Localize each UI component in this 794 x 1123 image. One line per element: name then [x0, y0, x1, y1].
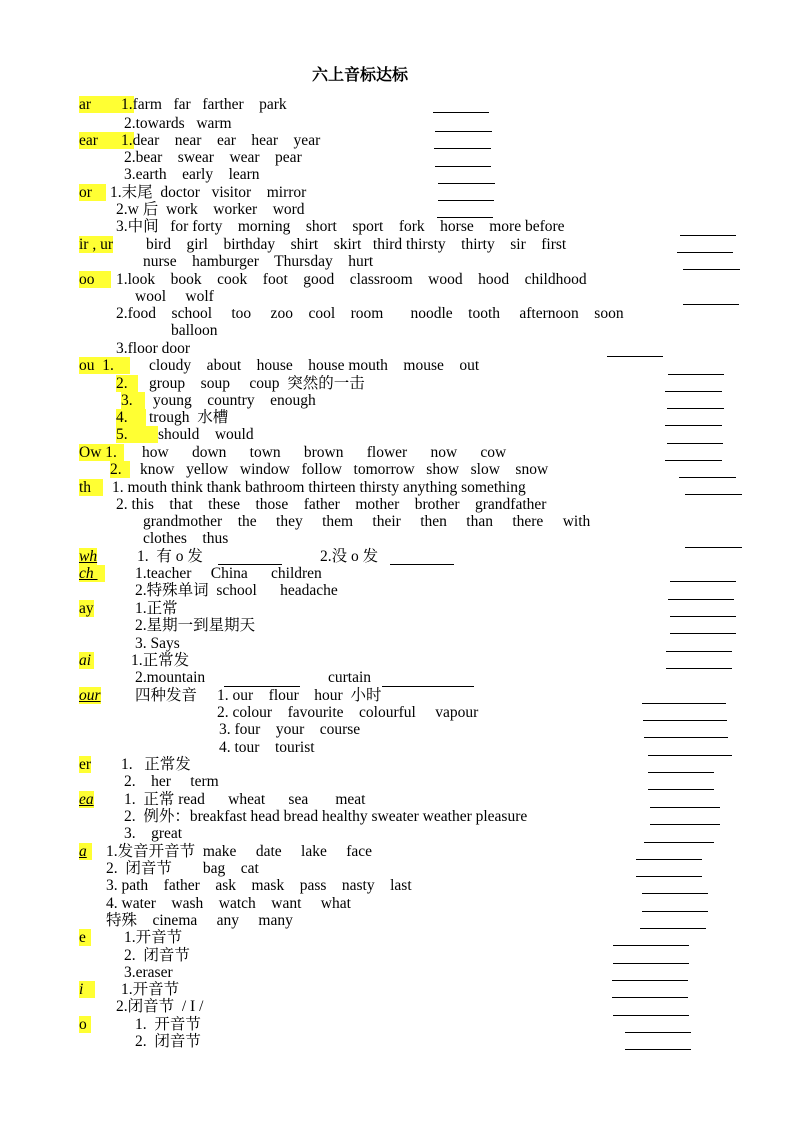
answer-blank[interactable] — [644, 737, 728, 738]
ow-line-1: how down town brown flower now cow — [142, 444, 507, 461]
label-th: th — [79, 479, 103, 496]
th-line-1: 1. mouth think thank bathroom thirteen thirsty anything something — [112, 479, 526, 496]
answer-blank[interactable] — [437, 217, 493, 218]
answer-blank[interactable] — [670, 581, 736, 582]
label-wh: wh — [79, 548, 98, 565]
answer-blank[interactable] — [607, 356, 663, 357]
label-ay: ay — [79, 600, 94, 617]
label-or: or — [79, 184, 106, 201]
label-o: o — [79, 1016, 91, 1033]
answer-blank[interactable] — [636, 876, 702, 877]
answer-blank[interactable] — [667, 443, 723, 444]
er-line-2: 2. her term — [124, 773, 219, 790]
label-er: er — [79, 756, 92, 773]
oo-line-1b: wool wolf — [135, 288, 214, 305]
i-line-1: 1.开音节 — [121, 981, 180, 998]
o-line-1: 1. 开音节 — [135, 1016, 201, 1033]
answer-blank[interactable] — [679, 477, 736, 478]
o-line-2: 2. 闭音节 — [135, 1033, 201, 1050]
answer-blank[interactable] — [670, 616, 736, 617]
answer-blank[interactable] — [438, 183, 495, 184]
answer-blank[interactable] — [625, 1032, 691, 1033]
ear-line-2: 2.bear swear wear pear — [124, 149, 302, 166]
label-ow: Ow 1. — [79, 444, 124, 461]
ir-line-1: bird girl birthday shirt skirt third thirsty thirty sir first — [146, 236, 567, 253]
ear-line-3: 3.earth early learn — [124, 166, 260, 183]
or-line-2: 2.w 后 work worker word — [116, 201, 305, 218]
ir-line-2: nurse hamburger Thursday hurt — [143, 253, 374, 270]
answer-blank[interactable] — [613, 963, 689, 964]
our-line-3: 3. four your course — [219, 721, 361, 738]
i-line-2: 2.闭音节 / I / — [116, 998, 204, 1015]
answer-blank[interactable] — [636, 859, 702, 860]
answer-blank[interactable] — [644, 842, 714, 843]
ou-line-3: young country enough — [153, 392, 316, 409]
answer-blank[interactable] — [665, 460, 722, 461]
label-our: our — [79, 687, 101, 704]
ch-line-2: 2.特殊单词 school headache — [135, 582, 338, 599]
ow-num-2: 2. — [110, 461, 130, 478]
label-ear: ear — [79, 132, 134, 149]
label-i: i — [79, 981, 95, 998]
answer-blank[interactable] — [613, 945, 689, 946]
label-ar: ar — [79, 96, 134, 113]
answer-blank[interactable] — [680, 235, 736, 236]
label-a: a — [79, 843, 92, 860]
answer-blank[interactable] — [683, 269, 740, 270]
ou-num-3: 3. — [121, 392, 145, 409]
ai-line-2b: curtain — [328, 669, 372, 686]
wh-line-2: 2.没 o 发 — [320, 548, 379, 565]
ea-line-1: 1. 正常 read wheat sea meat — [124, 791, 366, 808]
ai-line-1: 1.正常发 — [131, 652, 190, 669]
ea-line-2: 2. 例外：breakfast head bread healthy sweater weather pleasure — [124, 808, 528, 825]
answer-blank[interactable] — [438, 200, 494, 201]
our-line-4: 4. tour tourist — [219, 739, 315, 756]
label-ir-ur: ir , ur — [79, 236, 114, 253]
ar-line-2: 2.towards warm — [124, 115, 232, 132]
answer-blank[interactable] — [667, 408, 724, 409]
answer-blank[interactable] — [642, 911, 708, 912]
answer-blank[interactable] — [677, 252, 733, 253]
ear-line-1: 1.dear near ear hear year — [121, 132, 321, 149]
th-line-2c: clothes thus — [143, 530, 229, 547]
answer-blank[interactable] — [382, 686, 474, 687]
a-line-3: 3. path father ask mask pass nasty last — [106, 877, 412, 894]
label-ou: ou 1. — [79, 357, 130, 374]
answer-blank[interactable] — [642, 703, 726, 704]
ou-line-5: should would — [158, 426, 254, 443]
oo-line-3: 3.floor door — [116, 340, 191, 357]
or-line-1: 1.末尾 doctor visitor mirror — [110, 184, 307, 201]
answer-blank[interactable] — [625, 1049, 691, 1050]
answer-blank[interactable] — [435, 131, 492, 132]
a-line-4: 4. water wash watch want what — [106, 895, 351, 912]
page-title: 六上音标达标 — [311, 65, 408, 84]
our-line-1: 1. our flour hour 小时 — [217, 687, 382, 704]
ou-num-4: 4. — [116, 409, 146, 426]
label-oo: oo — [79, 271, 111, 288]
oo-line-2b: balloon — [171, 322, 218, 339]
answer-blank[interactable] — [666, 668, 732, 669]
label-ea: ea — [79, 791, 94, 808]
e-line-3: 3.eraser — [124, 964, 173, 981]
answer-blank[interactable] — [434, 148, 491, 149]
answer-blank[interactable] — [670, 633, 736, 634]
th-line-2b: grandmother the they them their then than there with — [143, 513, 591, 530]
th-line-2: 2. this that these those father mother brother grandfather — [116, 496, 547, 513]
label-ch: ch — [79, 565, 105, 582]
label-ai: ai — [79, 652, 94, 669]
a-line-5: 特殊 cinema any many — [106, 912, 293, 929]
ai-line-2: 2.mountain — [135, 669, 206, 686]
answer-blank[interactable] — [218, 564, 282, 565]
ay-line-1: 1.正常 — [135, 600, 178, 617]
our-line-2: 2. colour favourite colourful vapour — [217, 704, 479, 721]
ay-line-3: 3. Says — [135, 635, 180, 652]
answer-blank[interactable] — [683, 304, 739, 305]
ou-num-5: 5. — [116, 426, 158, 443]
er-line-1: 1. 正常发 — [121, 756, 191, 773]
our-intro: 四种发音 — [135, 687, 198, 704]
oo-line-1: 1.look book cook foot good classroom wood hood childhood — [116, 271, 587, 288]
ou-line-1: cloudy about house house mouth mouse out — [149, 357, 480, 374]
answer-blank[interactable] — [668, 599, 734, 600]
answer-blank[interactable] — [612, 980, 688, 981]
answer-blank[interactable] — [665, 391, 722, 392]
ou-line-2: group soup coup 突然的一击 — [149, 375, 365, 392]
oo-line-2: 2.food school too zoo cool room noodle tooth afternoon soon — [116, 305, 624, 322]
ou-line-4: trough 水槽 — [149, 409, 229, 426]
ay-line-2: 2.星期一到星期天 — [135, 617, 256, 634]
answer-blank[interactable] — [650, 807, 720, 808]
ch-line-1: 1.teacher China children — [135, 565, 322, 582]
ou-num-2: 2. — [116, 375, 138, 392]
wh-line-1: 1. 有 o 发 — [137, 548, 203, 565]
answer-blank[interactable] — [224, 686, 300, 687]
answer-blank[interactable] — [643, 720, 727, 721]
answer-blank[interactable] — [668, 374, 724, 375]
answer-blank[interactable] — [648, 755, 732, 756]
answer-blank[interactable] — [648, 789, 714, 790]
answer-blank[interactable] — [435, 166, 491, 167]
answer-blank[interactable] — [613, 1015, 689, 1016]
ow-line-2: know yellow window follow tomorrow show slow snow — [140, 461, 549, 478]
answer-blank[interactable] — [433, 112, 489, 113]
ar-line-1: 1.farm far farther park — [121, 96, 287, 113]
answer-blank[interactable] — [642, 893, 708, 894]
answer-blank[interactable] — [685, 494, 742, 495]
answer-blank[interactable] — [685, 547, 742, 548]
label-e: e — [79, 929, 91, 946]
answer-blank[interactable] — [390, 564, 454, 565]
a-line-2: 2. 闭音节 bag cat — [106, 860, 259, 877]
e-line-1: 1.开音节 — [124, 929, 183, 946]
e-line-2: 2. 闭音节 — [124, 947, 190, 964]
answer-blank[interactable] — [648, 772, 714, 773]
answer-blank[interactable] — [665, 425, 722, 426]
answer-blank[interactable] — [650, 824, 720, 825]
a-line-1: 1.发音开音节 make date lake face — [106, 843, 372, 860]
answer-blank[interactable] — [612, 997, 688, 998]
or-line-3: 3.中间 for forty morning short sport fork horse more before — [116, 218, 565, 235]
answer-blank[interactable] — [640, 928, 706, 929]
answer-blank[interactable] — [666, 651, 732, 652]
ea-line-3: 3. great — [124, 825, 183, 842]
